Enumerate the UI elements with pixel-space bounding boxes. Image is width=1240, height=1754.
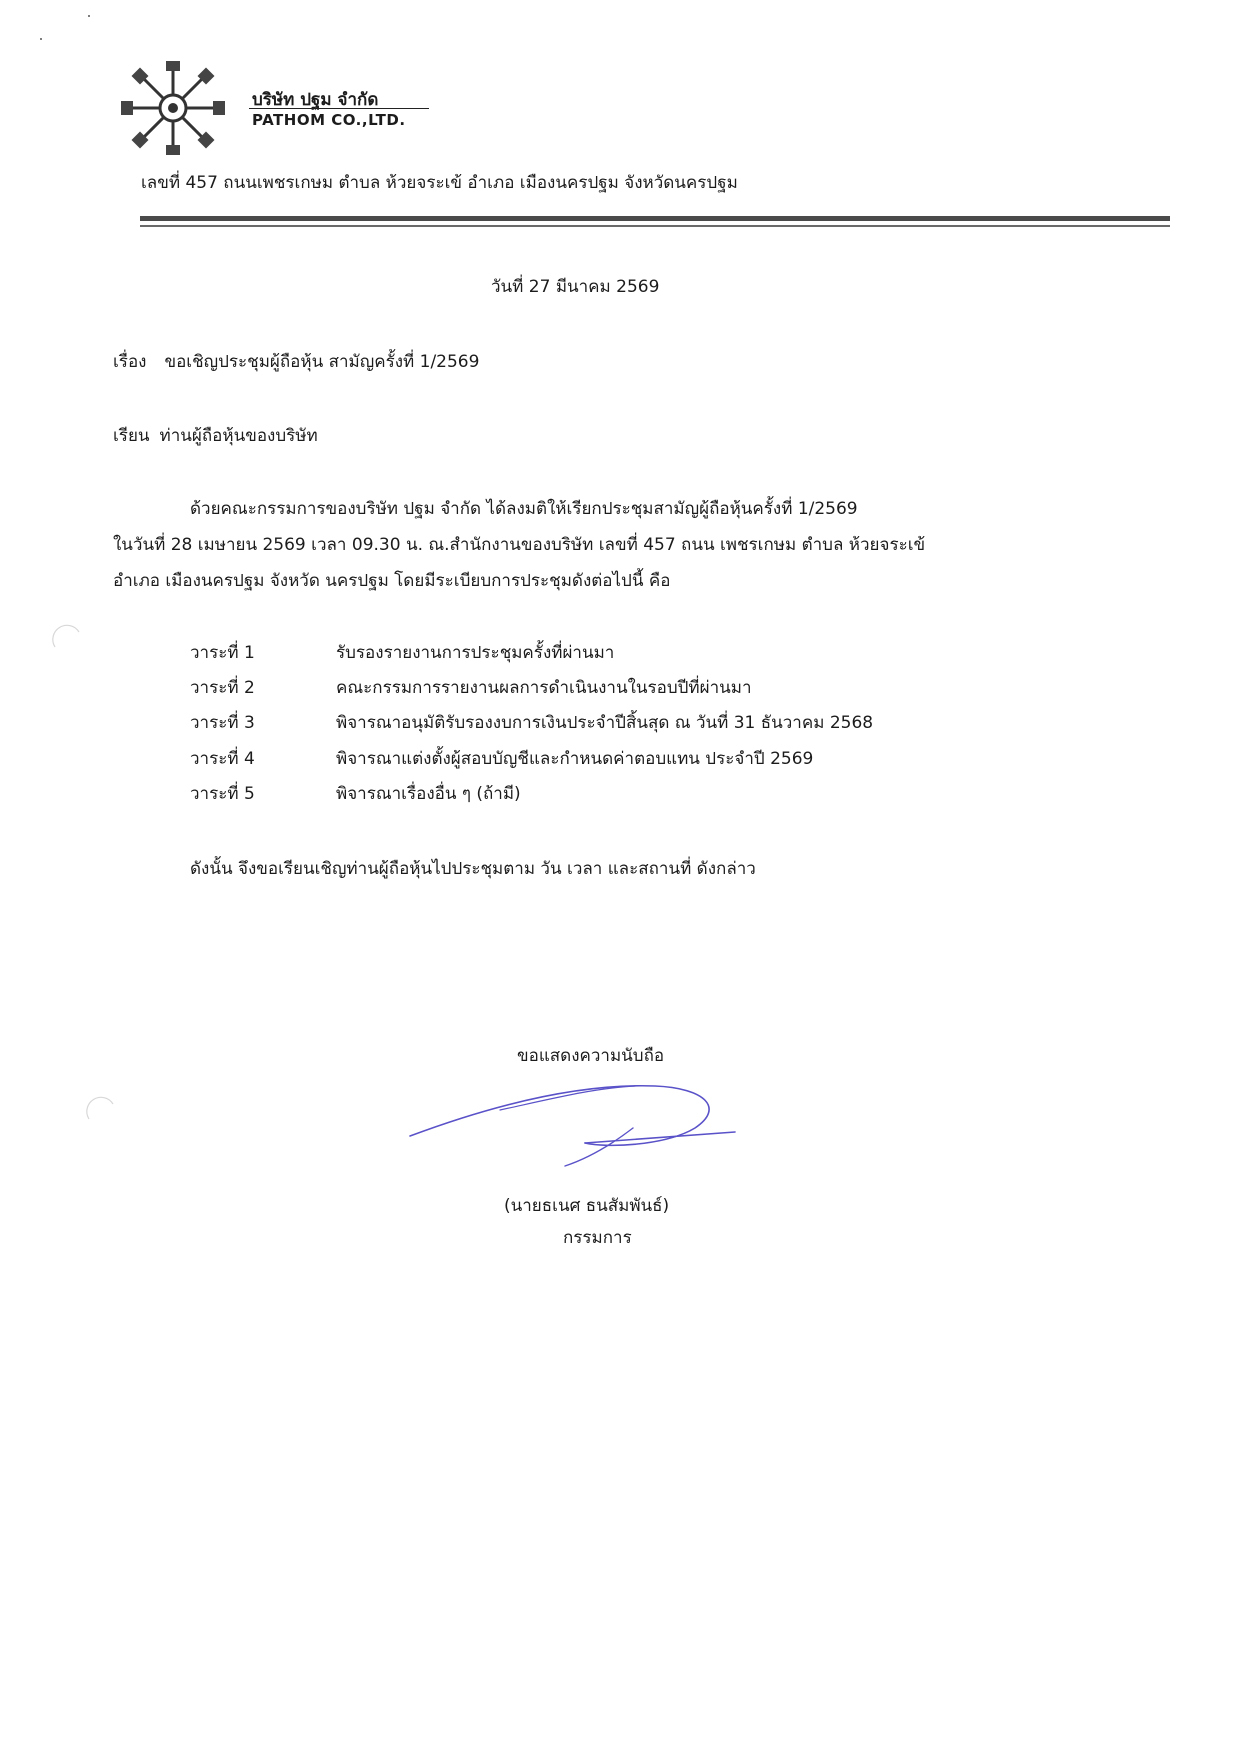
company-name-english: PATHOM CO.,LTD. — [252, 111, 406, 129]
company-name-thai: บริษัท ปฐม จำกัด — [252, 90, 379, 110]
subject-line — [113, 348, 479, 375]
letterhead-rule-thin — [140, 225, 1170, 227]
scan-speck — [40, 38, 42, 40]
subject-label: เรื่อง — [113, 352, 147, 372]
signer-title: กรรมการ — [563, 1228, 632, 1248]
company-logo — [118, 58, 228, 158]
letterhead-rule-thick — [140, 216, 1170, 221]
company-name-underline — [249, 108, 429, 109]
company-address: เลขที่ 457 ถนนเพชรเกษม ตำบล ห้วยจระเข้ อำเภอ เมืองนครปฐม จังหวัดนครปฐม — [141, 173, 738, 193]
agenda-item-text: คณะกรรมการรายงานผลการดำเนินงานในรอบปีที่ผ่านมา — [336, 678, 752, 698]
agenda-item-label: วาระที่ 4 — [190, 749, 255, 769]
agenda-item-text: พิจารณาอนุมัติรับรองงบการเงินประจำปีสิ้นสุด ณ วันที่ 31 ธันวาคม 2568 — [336, 713, 874, 733]
agenda-item-label: วาระที่ 1 — [190, 643, 255, 663]
recipient-label: เรียน — [113, 426, 150, 446]
signer-name: (นายธเนศ ธนสัมพันธ์) — [504, 1196, 670, 1216]
body-paragraph-line: ในวันที่ 28 เมษายน 2569 เวลา 09.30 น. ณ.สำนักงานของบริษัท เลขที่ 457 ถนน เพชรเกษม ตำบล ห้วยจระเข้ — [113, 535, 926, 555]
recipient-text: ท่านผู้ถือหุ้นของบริษัท — [159, 426, 318, 446]
letter-date: วันที่ 27 มีนาคม 2569 — [491, 277, 660, 297]
scan-speck — [88, 15, 90, 17]
agenda-item-label: วาระที่ 5 — [190, 784, 255, 804]
agenda-item-label: วาระที่ 3 — [190, 713, 255, 733]
recipient-line — [113, 422, 318, 449]
agenda-item-text: พิจารณาเรื่องอื่น ๆ (ถ้ามี) — [336, 784, 521, 804]
agenda-item-text: พิจารณาแต่งตั้งผู้สอบบัญชีและกำหนดค่าตอบแทน ประจำปี 2569 — [336, 749, 814, 769]
closing-paragraph: ดังนั้น จึงขอเรียนเชิญท่านผู้ถือหุ้นไปประชุมตาม วัน เวลา และสถานที่ ดังกล่าว — [190, 859, 756, 879]
body-paragraph-line: อำเภอ เมืองนครปฐม จังหวัด นครปฐม โดยมีระเบียบการประชุมดังต่อไปนี้ คือ — [113, 571, 671, 591]
punch-hole-mark — [86, 1092, 116, 1122]
agenda-item-label: วาระที่ 2 — [190, 678, 255, 698]
body-paragraph-line: ด้วยคณะกรรมการของบริษัท ปฐม จำกัด ได้ลงมติให้เรียกประชุมสามัญผู้ถือหุ้นครั้งที่ 1/2569 — [190, 499, 858, 519]
handwritten-signature — [405, 1058, 750, 1168]
punch-hole-mark — [52, 620, 82, 650]
regards-line: ขอแสดงความนับถือ — [517, 1046, 665, 1066]
agenda-item-text: รับรองรายงานการประชุมครั้งที่ผ่านมา — [336, 643, 615, 663]
subject-text: ขอเชิญประชุมผู้ถือหุ้น สามัญครั้งที่ 1/2569 — [164, 352, 480, 372]
